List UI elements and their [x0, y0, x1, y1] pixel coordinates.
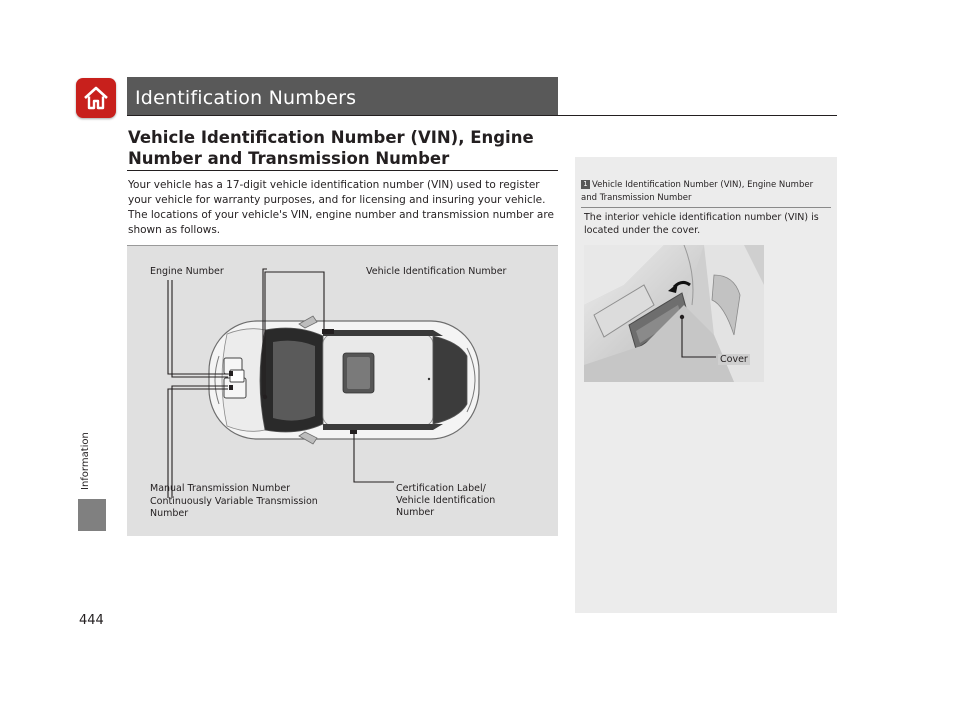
vehicle-location-figure	[127, 245, 558, 536]
note-body: The interior vehicle identification number (VIN) is located under the cover.	[584, 212, 819, 236]
sidebar-tab[interactable]	[78, 499, 106, 531]
page-number: 444	[79, 613, 104, 628]
car-body	[209, 316, 479, 444]
section-heading: Vehicle Identification Number (VIN), Engine Number and Transmission Number	[128, 128, 534, 168]
title-divider	[127, 115, 837, 116]
certification-label: Certification Label/ Vehicle Identification Number	[396, 483, 496, 518]
body-paragraph: The locations of your vehicle's VIN, engine number and transmission number are shown as follows.	[128, 209, 554, 236]
note-marker-icon: 1	[581, 180, 590, 189]
home-icon	[82, 84, 110, 112]
page-title: Identification Numbers	[135, 87, 357, 109]
heading-divider	[127, 170, 558, 171]
note-heading-text: Vehicle Identification Number (VIN), Engine Number and Transmission Number	[581, 180, 814, 203]
home-button[interactable]	[76, 78, 116, 118]
cover-label: Cover	[720, 354, 748, 365]
manual-transmission-label: Manual Transmission Number	[150, 483, 291, 494]
engine-number-label: Engine Number	[150, 266, 224, 277]
vin-label: Vehicle Identification Number	[366, 266, 507, 277]
sidebar-section-label: Information	[80, 432, 91, 490]
note-heading	[581, 179, 831, 205]
note-divider	[581, 207, 831, 208]
body-text	[128, 178, 558, 238]
cvt-number-label: Continuously Variable Transmission Number	[150, 496, 318, 519]
body-paragraph: Your vehicle has a 17-digit vehicle identification number (VIN) used to register your vehicle for warranty purposes, and for licensing and insuring your vehicle.	[128, 179, 546, 206]
